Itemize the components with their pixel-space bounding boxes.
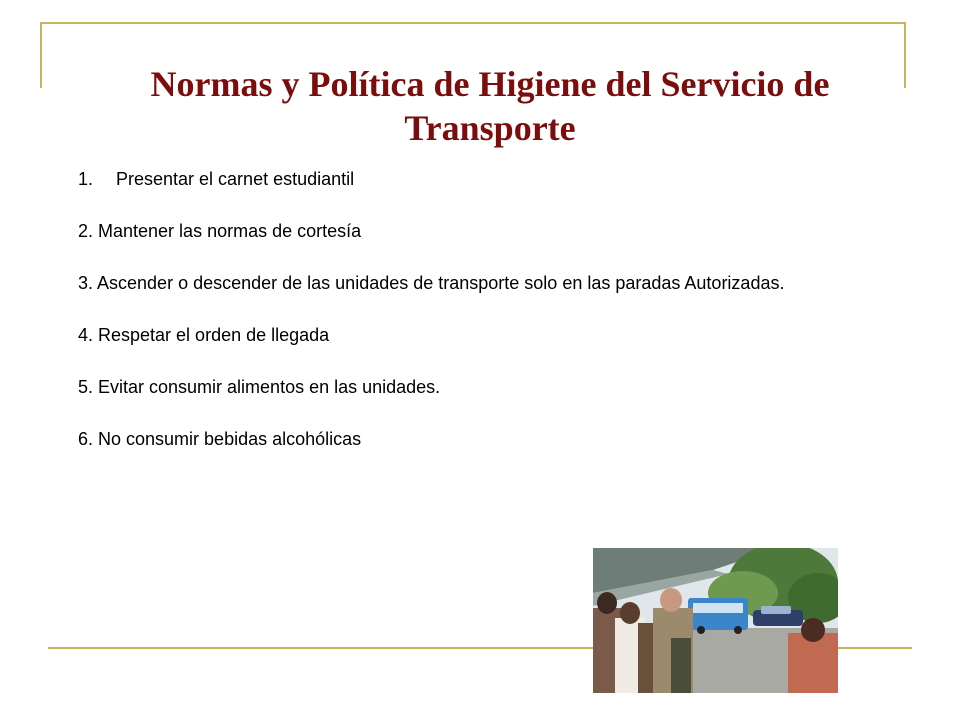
rule-number-1: 1.	[78, 169, 94, 189]
rule-item-5: 5. Evitar consumir alimentos en las unidades.	[78, 377, 441, 397]
rule-item-4: 4. Respetar el orden de llegada	[78, 325, 330, 345]
bus-stop-photo-illustration	[593, 548, 838, 693]
rule-item-2: 2. Mantener las normas de cortesía	[78, 221, 362, 241]
slide-title	[60, 62, 920, 150]
rule-item-6: 6. No consumir bebidas alcohólicas	[78, 429, 362, 449]
top-border-line	[40, 22, 904, 24]
bus-stop-photo	[593, 548, 838, 693]
slide-title-line-1: Normas y Política de Higiene del Servicio de	[150, 64, 830, 104]
left-border-line	[40, 22, 42, 88]
rules-list	[78, 168, 898, 480]
rule-item-1	[78, 168, 898, 190]
slide-title-line-2: Transporte	[404, 108, 576, 148]
rule-item-3: 3. Ascender o descender de las unidades de transporte solo en las paradas Autorizadas.	[78, 273, 785, 293]
rule-text-1: Presentar el carnet estudiantil	[116, 169, 355, 189]
